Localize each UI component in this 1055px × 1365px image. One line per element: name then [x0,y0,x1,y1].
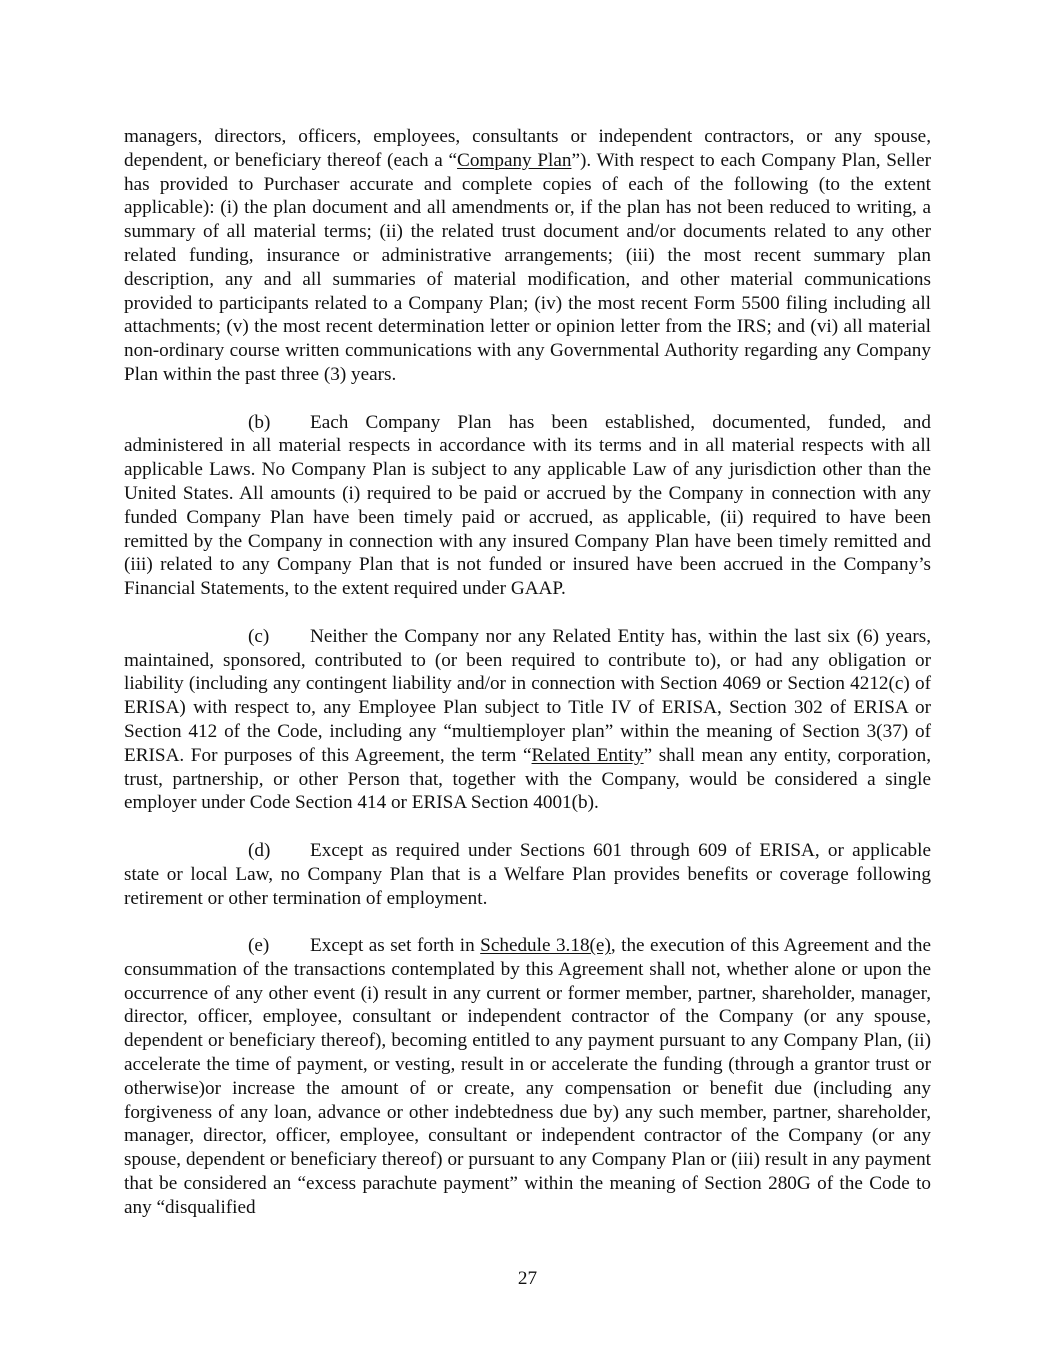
defined-term-company-plan: Company Plan [457,149,572,171]
paragraph-c-label: (c) [248,625,270,647]
paragraph-c [124,625,931,815]
paragraph-d-label: (d) [248,839,271,861]
paragraph-b-text: Each Company Plan has been established, documented, funded, and administered in all material respects in accordance with its terms and in all material respects with all applicable Laws. No Company Plan is subject to any applicable Law of any jurisdiction other than the United States. All amounts (i) required to be paid or accrued by the Company in connection with any funded Company Plan have been timely paid or accrued, as applicable, (ii) required to have been remitted by the Company in connection with any insured Company Plan have been timely remitted and (iii) related to any Company Plan that is not funded or insured have been accrued in the Company’s Financial Statements, to the extent required under GAAP. [124,411,931,600]
paragraph-a-continuation [124,125,931,387]
defined-term-related-entity: Related Entity [531,744,644,766]
page-number: 27 [517,1268,538,1289]
paragraph-a-text-2: ”). With respect to each Company Plan, Seller has provided to Purchaser accurate and complete copies of each of the following (to the extent applicable): (i) the plan document and all amendments or, if the plan has not been reduced to writing, a summary of all material terms; (ii) the related trust document and/or documents related to any other related funding, insurance or administrative arrangements; (iii) the most recent summary plan description, any and all summaries of material modification, and other material communications provided to participants related to a Company Plan; (iv) the most recent Form 5500 filing including all attachments; (v) the most recent determination letter or opinion letter from the IRS; and (vi) all material non-ordinary course written communications with any Governmental Authority regarding any Company Plan within the past three (3) years. [124,149,932,385]
paragraph-e-text-2: , the execution of this Agreement and the consummation of the transactions contemplated by this Agreement shall not, whether alone or upon the occurrence of any other event (i) result in any current or former member, partner, shareholder, manager, director, officer, employee, consultant or independent contractor of the Company (or any spouse, dependent or beneficiary thereof), becoming entitled to any payment pursuant to any Company Plan, (ii) accelerate the time of payment, or vesting, result in or accelerate the funding (through a grantor trust or otherwise)or increase the amount of or create, any compensation or benefit due (including any forgiveness of any loan, advance or other indebtedness due by) any such member, partner, shareholder, manager, director, officer, employee, consultant or independent contractor of the Company (or any spouse, dependent or beneficiary thereof) or pursuant to any Company Plan or (iii) result in any payment that be considered an “excess parachute payment” within the meaning of Section 280G of the Code to any “disqualified [124,935,931,1218]
paragraph-e-label: (e) [248,935,270,957]
document-page [124,125,931,1243]
paragraph-c-text-2: ” shall mean any entity, corporation, trust, partnership, or other Person that, together with the Company, would be considered a single employer under Code Section 414 or ERISA Section 4001(b). [124,744,932,814]
paragraph-a-text-1: managers, directors, officers, employees, consultants or independent contractors, or any spouse, dependent, or beneficiary thereof (each a “ [124,126,931,171]
paragraph-b-label: (b) [248,411,271,433]
paragraph-b [124,411,931,601]
paragraph-d [124,839,931,910]
paragraph-c-text-1: Neither the Company nor any Related Entity has, within the last six (6) years, maintained, sponsored, contributed to (or been required to contribute to), or had any obligation or liability (including any contingent liability and/or in connection with Section 4069 or Section 4212(c) of ERISA) with respect to, any Employee Plan subject to Title IV of ERISA, Section 302 of ERISA or Section 412 of the Code, including any “multiemployer plan” within the meaning of Section 3(37) of ERISA. For purposes of this Agreement, the term “ [124,625,931,766]
paragraph-d-text: Except as required under Sections 601 through 609 of ERISA, or applicable state or local Law, no Company Plan that is a Welfare Plan provides benefits or coverage following retirement or other termination of employment. [124,839,931,909]
schedule-reference-link: Schedule 3.18(e) [480,935,611,957]
paragraph-e [124,934,931,1220]
paragraph-e-text-1: Except as set forth in [310,935,481,957]
